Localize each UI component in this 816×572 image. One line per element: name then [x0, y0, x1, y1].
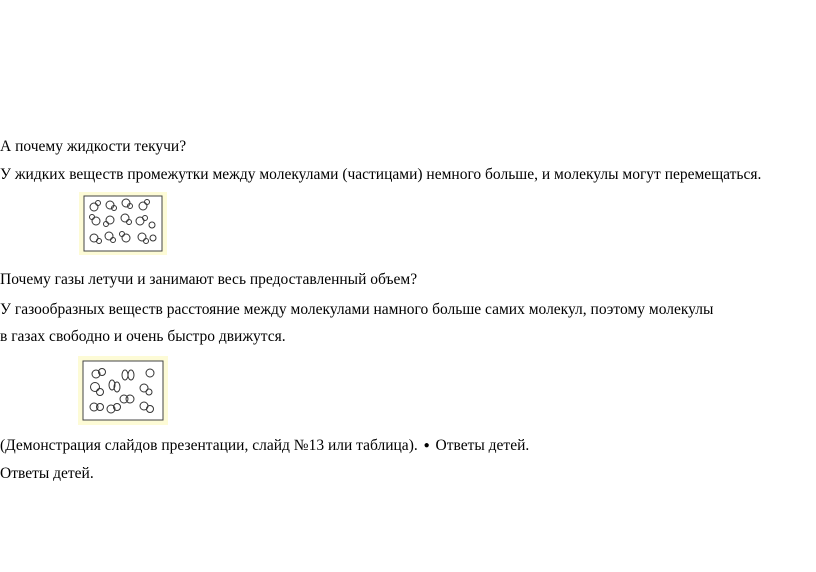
demonstration-text: (Демонстрация слайдов презентации, слайд №13 или таблица).	[0, 437, 418, 454]
liquid-molecules-drawing	[79, 192, 167, 255]
answer-gases-line2: в газах свободно и очень быстро движутся.	[0, 328, 286, 345]
gas-molecules-illustration	[78, 356, 168, 425]
answer-gases-line1: У газообразных веществ расстояние между молекулами намного больше самих молекул, поэтому молекулы	[0, 301, 714, 318]
liquid-molecules-illustration	[79, 192, 167, 255]
question-liquids: А почему жидкости текучи?	[0, 138, 187, 155]
demonstration-answers: Ответы детей.	[435, 437, 530, 454]
demonstration-note	[0, 436, 529, 456]
gas-molecules-drawing	[78, 356, 168, 425]
bullet-icon: ●	[423, 440, 430, 451]
question-gases: Почему газы летучи и занимают весь предоставленный объем?	[0, 271, 418, 288]
answer-liquids: У жидких веществ промежутки между молекулами (частицами) немного больше, и молекулы могут перемещаться.	[0, 166, 762, 183]
children-answers: Ответы детей.	[0, 465, 94, 482]
